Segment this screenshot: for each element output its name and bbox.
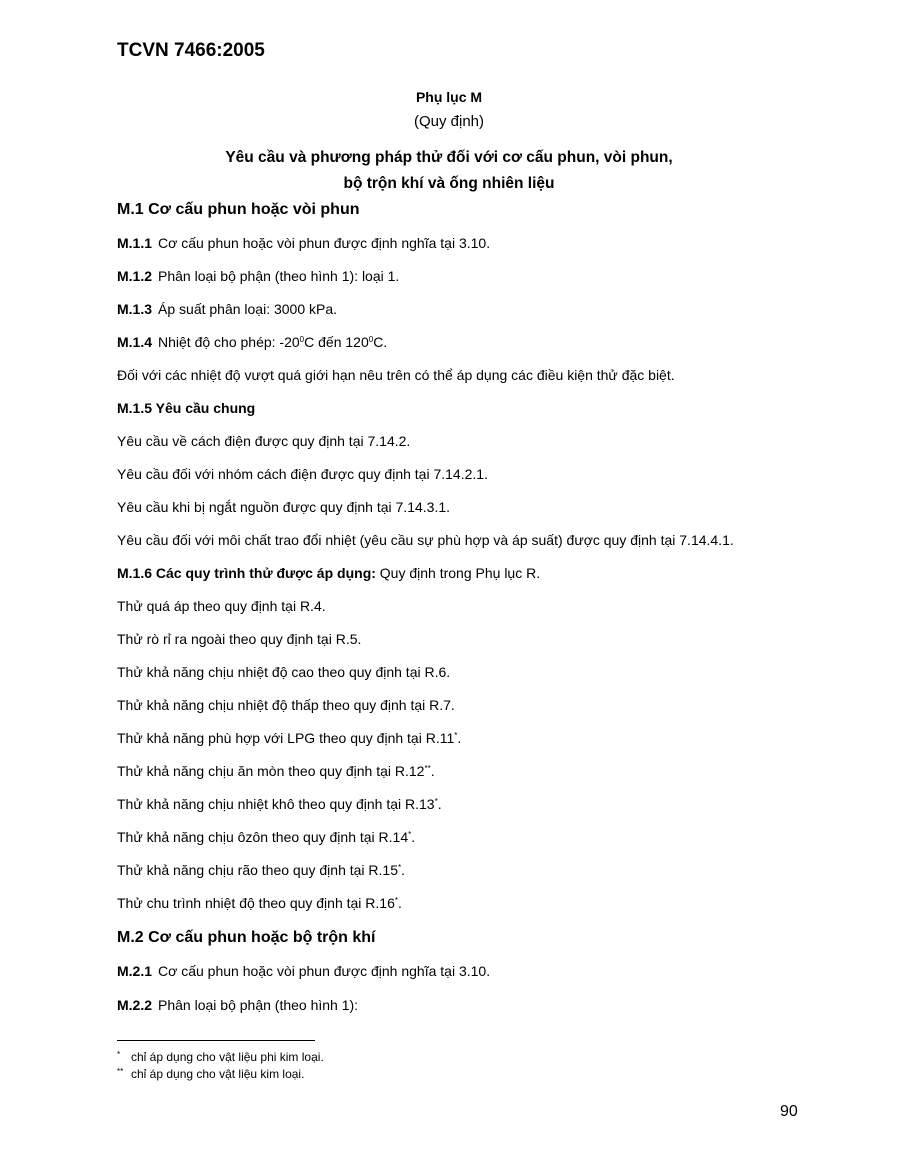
annex-title-line-2: bộ trộn khí và ống nhiên liệu bbox=[343, 175, 555, 192]
test-item: Thử chu trình nhiệt độ theo quy định tại R.16*. bbox=[117, 895, 402, 911]
clause-m222 bbox=[117, 997, 358, 1013]
clause-number: M.2.2 bbox=[117, 997, 153, 1013]
requirement-4: Yêu cầu đối với môi chất trao đổi nhiệt (yêu cầu sự phù hợp và áp suất) được quy định tại 7.14.4.1. bbox=[117, 532, 734, 548]
annex-title-line-1: Yêu cầu và phương pháp thử đối với cơ cấu phun, vòi phun, bbox=[225, 149, 673, 166]
footnote-ref: * bbox=[434, 797, 438, 806]
temperature-note: Đối với các nhiệt độ vượt quá giới hạn nêu trên có thể áp dụng các điều kiện thử đặc biệt. bbox=[117, 367, 675, 383]
clause-text: Cơ cấu phun hoặc vòi phun được định nghĩa tại 3.10. bbox=[158, 963, 491, 979]
test-item: Thử khả năng phù hợp với LPG theo quy định tại R.11*. bbox=[117, 730, 462, 746]
annex-label: Phụ lục M bbox=[415, 89, 483, 105]
clause-text: Phân loại bộ phận (theo hình 1): loại 1. bbox=[158, 268, 400, 284]
annex-type: (Quy định) bbox=[413, 113, 485, 130]
requirement-2: Yêu cầu đối với nhóm cách điện được quy định tại 7.14.2.1. bbox=[117, 466, 488, 482]
footnote-ref: * bbox=[394, 896, 399, 905]
clause-m113 bbox=[117, 301, 337, 317]
footnote-ref: * bbox=[454, 731, 458, 740]
clause-text: Cơ cấu phun hoặc vòi phun được định nghĩa tại 3.10. bbox=[158, 235, 491, 251]
test-item: Thử khả năng chịu rão theo quy định tại R.15*. bbox=[117, 862, 406, 878]
clause-text: Áp suất phân loại: 3000 kPa. bbox=[158, 301, 338, 317]
test-item: Thử rò rỉ ra ngoài theo quy định tại R.5. bbox=[117, 631, 362, 647]
clause-number: M.1.4 bbox=[117, 334, 153, 350]
test-item: Thử khả năng chịu nhiệt độ cao theo quy định tại R.6. bbox=[117, 664, 451, 680]
clause-number: M.1.1 bbox=[117, 235, 153, 251]
clause-m112 bbox=[117, 268, 399, 284]
clause-text: Nhiệt độ cho phép: $-20^0C$ đến $120^0C$. bbox=[158, 334, 388, 350]
footnote-ref: * bbox=[398, 863, 402, 872]
clause-number: M.2.1 bbox=[117, 963, 153, 979]
requirement-1: Yêu cầu về cách điện được quy định tại 7.14.2. bbox=[117, 433, 411, 449]
footnote-ref: ** bbox=[424, 764, 431, 773]
clause-m114 bbox=[117, 334, 387, 350]
test-item: Thử khả năng chịu nhiệt độ thấp theo quy định tại R.7. bbox=[117, 697, 455, 713]
footnote-divider bbox=[117, 1040, 315, 1041]
requirement-3: Yêu cầu khi bị ngắt nguồn được quy định tại 7.14.3.1. bbox=[117, 499, 451, 515]
clause-m115-heading: M.1.5 Yêu cầu chung bbox=[117, 400, 256, 416]
annex-title bbox=[117, 145, 781, 197]
footnote: ** chỉ áp dụng cho vật liệu kim loại. bbox=[117, 1067, 305, 1081]
test-item: Thử khả năng chịu ôzôn theo quy định tại R.14*. bbox=[117, 829, 416, 845]
test-item: Thử quá áp theo quy định tại R.4. bbox=[117, 598, 326, 614]
clause-text: Quy định trong Phụ lục R. bbox=[375, 565, 541, 581]
standard-id: TCVN 7466:2005 bbox=[117, 40, 265, 61]
clause-number: M.1.2 bbox=[117, 268, 153, 284]
test-item: Thử khả năng chịu nhiệt khô theo quy định tại R.13*. bbox=[117, 796, 442, 812]
clause-m116 bbox=[117, 565, 540, 581]
clause-number: M.1.3 bbox=[117, 301, 153, 317]
section-m1-heading: M.1 Cơ cấu phun hoặc vòi phun bbox=[117, 201, 360, 218]
footnote: * chỉ áp dụng cho vật liệu phi kim loại. bbox=[117, 1050, 324, 1064]
page-number: 90 bbox=[780, 1103, 798, 1120]
clause-heading: M.1.6 Các quy trình thử được áp dụng: bbox=[117, 565, 376, 581]
test-item: Thử khả năng chịu ăn mòn theo quy định tại R.12**. bbox=[117, 763, 435, 779]
clause-m111 bbox=[117, 235, 490, 251]
footnote-ref: * bbox=[408, 830, 412, 839]
clause-text: Phân loại bộ phận (theo hình 1): bbox=[158, 997, 359, 1013]
section-m2-heading: M.2 Cơ cấu phun hoặc bộ trộn khí bbox=[117, 929, 376, 946]
clause-m221 bbox=[117, 963, 490, 979]
